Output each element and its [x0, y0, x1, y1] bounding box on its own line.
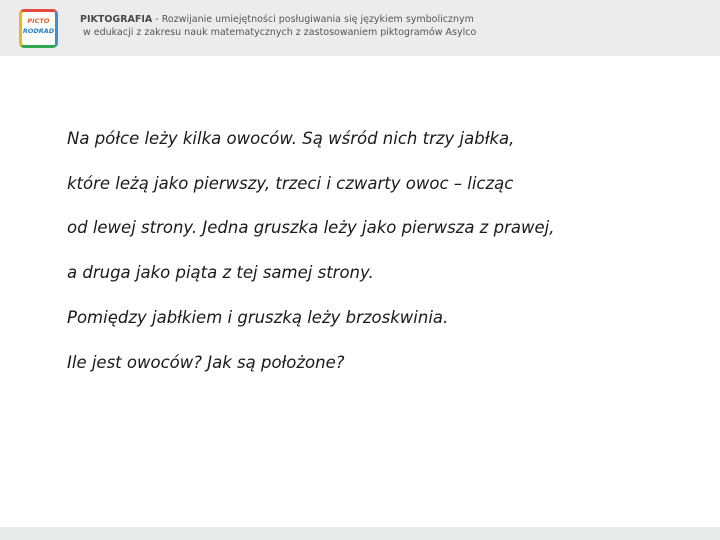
task-line-5: Pomiędzy jabłkiem i gruszką leży brzoskwinia. — [67, 308, 449, 327]
header-bar — [0, 0, 720, 56]
task-question: Ile jest owoców? Jak są położone? — [67, 353, 345, 372]
header-subtitle: w edukacji z zakresu nauk matematycznych z zastosowaniem piktogramów Asylco — [83, 27, 477, 38]
project-description: - Rozwijanie umiejętności posługiwania się językiem symbolicznym — [152, 14, 474, 25]
logo-text-top: PICTO — [27, 17, 50, 25]
task-line-1: Na półce leży kilka owoców. Są wśród nich trzy jabłka, — [67, 129, 515, 148]
header-title-line — [80, 13, 700, 26]
task-line-3: od lewej strony. Jedna gruszka leży jako pierwsza z prawej, — [67, 218, 555, 237]
project-name: PIKTOGRAFIA — [80, 14, 153, 25]
logo-text-bottom: RODRAD — [22, 27, 55, 35]
task-line-2: które leżą jako pierwszy, trzeci i czwarty owoc – licząc — [67, 174, 514, 193]
header-title-block — [80, 13, 700, 39]
project-logo — [19, 9, 58, 48]
task-text — [67, 127, 707, 396]
task-line-4: a druga jako piąta z tej samej strony. — [67, 263, 374, 282]
footer-bar — [0, 527, 720, 540]
